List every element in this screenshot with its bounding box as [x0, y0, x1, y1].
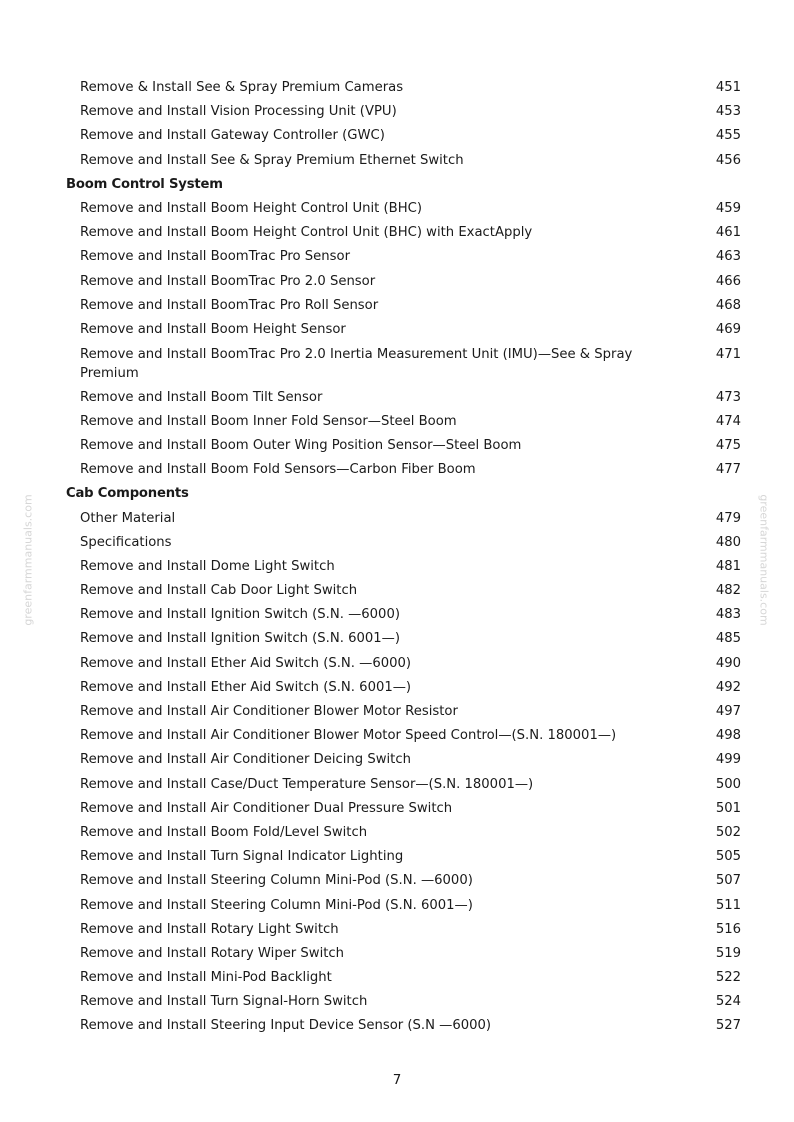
entry-page-number: 524 — [715, 994, 741, 1010]
entry-page-number: 481 — [715, 558, 741, 574]
toc-entry[interactable] — [0, 894, 794, 918]
entry-page-number: 477 — [715, 462, 741, 478]
entry-page-number: 482 — [715, 583, 741, 599]
entry-title: Remove and Install Vision Processing Unit (VPU) — [80, 104, 397, 120]
entry-page-number: 497 — [715, 704, 741, 719]
entry-page-number: 463 — [715, 249, 741, 265]
entry-title: Remove and Install BoomTrac Pro 2.0 Sensor — [80, 273, 376, 289]
entry-title: Remove and Install Boom Tilt Sensor — [80, 389, 323, 405]
entry-page-number: 474 — [715, 413, 741, 429]
page-number: 7 — [392, 1072, 402, 1088]
toc-entry[interactable] — [0, 676, 794, 700]
toc-entry[interactable] — [0, 652, 794, 676]
toc-entry[interactable] — [0, 507, 794, 531]
entry-page-number: 473 — [715, 389, 741, 405]
toc-entry[interactable] — [0, 100, 794, 124]
toc-entry[interactable] — [0, 918, 794, 942]
watermark-left: greenfarmmanuals.com — [21, 494, 35, 626]
entry-title: Remove and Install BoomTrac Pro Sensor — [80, 249, 351, 265]
entry-title: Remove and Install Air Conditioner Deicing Switch — [80, 752, 411, 768]
toc-entry[interactable] — [0, 579, 794, 603]
entry-page-number: 505 — [715, 849, 741, 865]
watermark-right: greenfarmmanuals.com — [757, 494, 771, 626]
entry-title: Remove and Install Steering Input Device Sensor (S.N —6000) — [80, 1018, 492, 1034]
entry-page-number: 466 — [715, 273, 741, 289]
toc-section-heading — [0, 173, 794, 197]
entry-title: Remove and Install BoomTrac Pro Roll Sensor — [80, 297, 379, 313]
entry-title: Remove and Install Dome Light Switch — [80, 558, 335, 574]
toc-entry[interactable] — [0, 76, 794, 100]
entry-title: Remove and Install Turn Signal-Horn Switch — [80, 994, 368, 1010]
entry-title: Remove and Install Rotary Light Switch — [80, 921, 339, 937]
entry-page-number: 455 — [715, 128, 741, 144]
entry-title: Remove & Install See & Spray Premium Cameras — [80, 80, 404, 95]
toc-entry[interactable] — [0, 221, 794, 245]
entry-title: Remove and Install Ether Aid Switch (S.N. —6000) — [80, 655, 412, 671]
entry-title: Remove and Install Boom Height Sensor — [80, 321, 346, 337]
entry-title: Specifications — [80, 534, 172, 550]
toc-entry[interactable] — [0, 342, 794, 386]
entry-page-number: 501 — [715, 800, 741, 816]
toc-entry[interactable] — [0, 270, 794, 294]
toc-entry[interactable] — [0, 458, 794, 482]
entry-title: Remove and Install Turn Signal Indicator Lighting — [80, 849, 404, 865]
toc-entry[interactable] — [0, 990, 794, 1014]
toc-entry[interactable] — [0, 748, 794, 772]
entry-title: Remove and Install Boom Fold/Level Switch — [80, 824, 368, 840]
entry-title: Remove and Install Ignition Switch (S.N. —6000) — [80, 607, 400, 623]
entry-title: Remove and Install Air Conditioner Blower Motor Resistor — [80, 704, 458, 719]
entry-page-number: 490 — [715, 655, 741, 671]
entry-title: Remove and Install See & Spray Premium Ethernet Switch — [80, 152, 464, 168]
entry-page-number: 475 — [715, 437, 741, 453]
entry-page-number: 516 — [715, 921, 741, 937]
entry-page-number: 511 — [715, 897, 741, 913]
entry-title: Remove and Install Ether Aid Switch (S.N. 6001—) — [80, 679, 412, 695]
entry-page-number: 492 — [715, 679, 741, 695]
entry-title: Remove and Install Cab Door Light Switch — [80, 583, 358, 599]
toc-entry[interactable] — [0, 821, 794, 845]
entry-page-number: 456 — [715, 152, 741, 168]
entry-page-number: 498 — [715, 728, 741, 744]
entry-page-number: 451 — [715, 80, 741, 95]
toc-entry[interactable] — [0, 149, 794, 173]
section-title: Cab Components — [66, 486, 189, 502]
entry-page-number: 459 — [715, 200, 741, 216]
entry-page-number: 522 — [715, 970, 741, 986]
entry-title: Remove and Install Boom Fold Sensors—Carbon Fiber Boom — [80, 462, 476, 478]
entry-title: Remove and Install Mini-Pod Backlight — [80, 970, 332, 986]
toc-entry[interactable] — [0, 797, 794, 821]
entry-title: Remove and Install BoomTrac Pro 2.0 Inertia Measurement Unit (IMU)—See & Spray Premium — [80, 346, 633, 381]
toc-entry[interactable] — [0, 386, 794, 410]
toc-entry[interactable] — [0, 942, 794, 966]
entry-page-number: 453 — [715, 104, 741, 120]
entry-title: Remove and Install Gateway Controller (GWC) — [80, 128, 385, 144]
toc-entry[interactable] — [0, 773, 794, 797]
entry-title: Remove and Install Boom Outer Wing Position Sensor—Steel Boom — [80, 437, 522, 453]
entry-page-number: 468 — [715, 297, 741, 313]
entry-page-number: 507 — [715, 873, 741, 889]
entry-page-number: 471 — [715, 346, 741, 362]
entry-page-number: 502 — [715, 824, 741, 840]
toc-entry[interactable] — [0, 318, 794, 342]
toc-entry[interactable] — [0, 531, 794, 555]
entry-page-number: 483 — [715, 607, 741, 623]
entry-page-number: 479 — [715, 510, 741, 526]
entry-title: Remove and Install Air Conditioner Blower Motor Speed Control—(S.N. 180001—) — [80, 728, 617, 744]
entry-title: Remove and Install Case/Duct Temperature Sensor—(S.N. 180001—) — [80, 776, 534, 792]
entry-title: Remove and Install Air Conditioner Dual Pressure Switch — [80, 800, 453, 816]
entry-page-number: 519 — [715, 945, 741, 961]
toc-entry[interactable] — [0, 555, 794, 579]
entry-page-number: 485 — [715, 631, 741, 647]
toc-entry[interactable] — [0, 724, 794, 748]
toc-entry[interactable] — [0, 603, 794, 627]
toc-entry[interactable] — [0, 434, 794, 458]
entry-page-number: 500 — [715, 776, 741, 792]
entry-page-number: 527 — [715, 1018, 741, 1034]
entry-title: Remove and Install Boom Inner Fold Sensor—Steel Boom — [80, 413, 457, 429]
toc-entry[interactable] — [0, 245, 794, 269]
toc-entry[interactable] — [0, 1014, 794, 1038]
entry-page-number: 469 — [715, 321, 741, 337]
toc-entry[interactable] — [0, 197, 794, 221]
toc-entry[interactable] — [0, 966, 794, 990]
toc-section-heading — [0, 482, 794, 506]
entry-title: Remove and Install Steering Column Mini-Pod (S.N. 6001—) — [80, 897, 473, 913]
entry-title: Remove and Install Ignition Switch (S.N. 6001—) — [80, 631, 400, 647]
toc-entry[interactable] — [0, 124, 794, 148]
entry-title: Remove and Install Rotary Wiper Switch — [80, 945, 345, 961]
table-of-contents — [0, 76, 794, 1039]
toc-entry[interactable] — [0, 869, 794, 893]
entry-page-number: 461 — [715, 225, 741, 241]
entry-title: Remove and Install Steering Column Mini-Pod (S.N. —6000) — [80, 873, 473, 889]
entry-page-number: 499 — [715, 752, 741, 768]
toc-entry[interactable] — [0, 410, 794, 434]
toc-entry[interactable] — [0, 627, 794, 651]
toc-entry[interactable] — [0, 294, 794, 318]
entry-page-number: 480 — [715, 534, 741, 550]
toc-entry[interactable] — [0, 845, 794, 869]
entry-title: Remove and Install Boom Height Control Unit (BHC) — [80, 200, 422, 216]
toc-entry[interactable] — [0, 700, 794, 724]
section-title: Boom Control System — [66, 176, 223, 192]
entry-title: Remove and Install Boom Height Control Unit (BHC) with ExactApply — [80, 225, 533, 241]
entry-title: Other Material — [80, 510, 176, 526]
